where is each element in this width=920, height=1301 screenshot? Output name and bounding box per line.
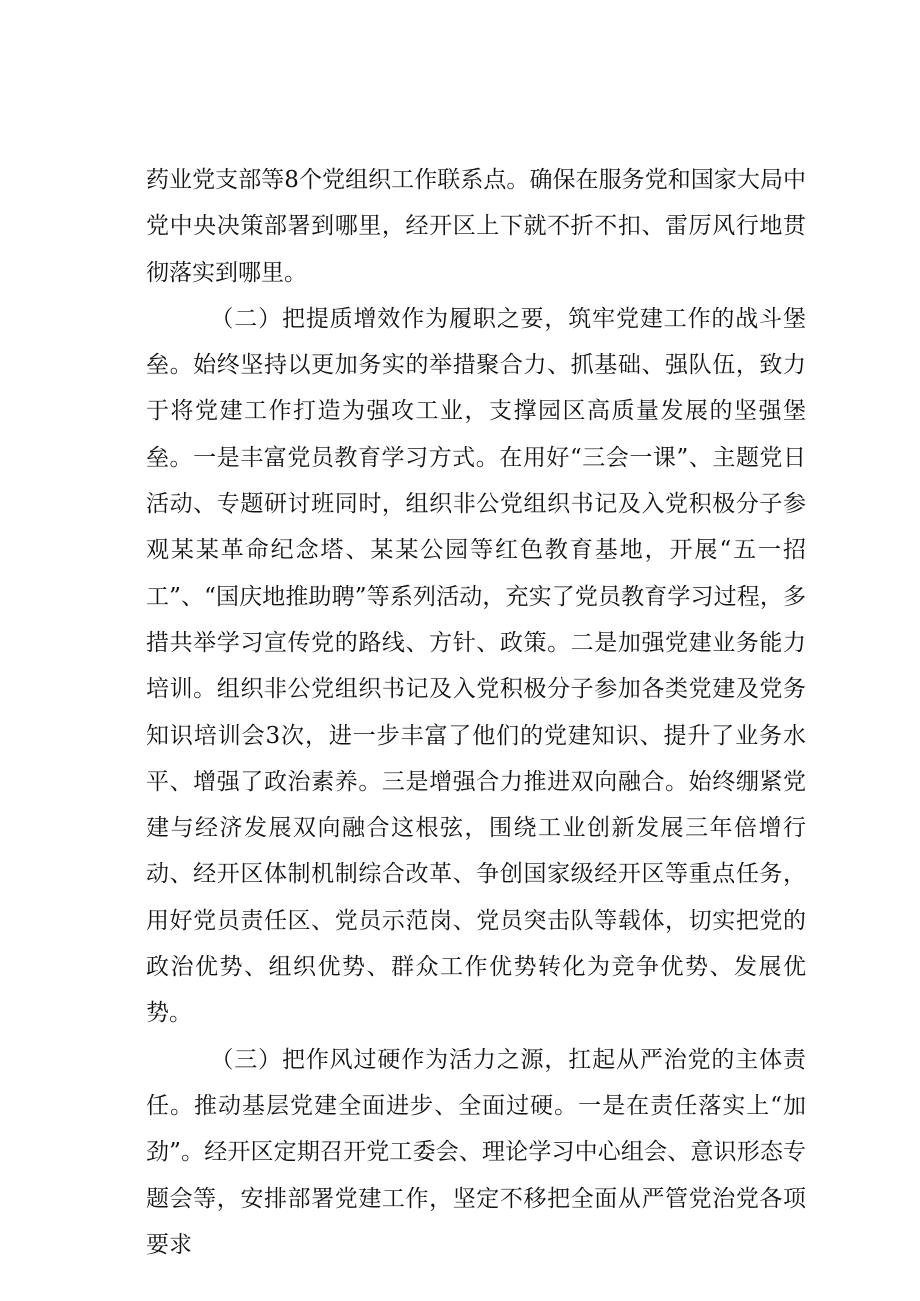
paragraph-continuation: 药业党支部等8个党组织工作联系点。确保在服务党和国家大局中党中央决策部署到哪里，经开区上下就不折不扣、雷厉风行地贯彻落实到哪里。 (146, 167, 806, 286)
paragraph-section-two: （二）把提质增效作为履职之要，筑牢党建工作的战斗堡垒。始终坚持以更加务实的举措聚合力、抓基础、强队伍，致力于将党建工作打造为强攻工业，支撑园区高质量发展的坚强堡垒。一是丰富党员教育学习方式。在用好“三会一课”、主题党日活动、专题研讨班同时，组织非公党组织书记及入党积极分子参观某某革命纪念塔、某某公园等红色教育基地，开展“五一招工”、“国庆地推助聘”等系列活动，充实了党员教育学习过程，多措共举学习宣传党的路线、方针、政策。二是加强党建业务能力培训。组织非公党组织书记及入党积极分子参加各类党建及党务知识培训会3次，进一步丰富了他们的党建知识、提升了业务水平、增强了政治素养。三是增强合力推进双向融合。始终绷紧党建与经济发展双向融合这根弦，围绕工业创新发展三年倍增行动、经开区体制机制综合改革、争创国家级经开区等重点任务，用好党员责任区、党员示范岗、党员突击队等载体，切实把党的政治优势、组织优势、群众工作优势转化为竞争优势、发展优势。 (146, 305, 806, 1027)
paragraph-section-three: （三）把作风过硬作为活力之源，扛起从严治党的主体责任。推动基层党建全面进步、全面过硬。一是在责任落实上“加劲”。经开区定期召开党工委会、理论学习中心组会、意识形态专题会等，安排部署党建工作，坚定不移把全面从严管党治党各项要求 (146, 1046, 806, 1258)
document-body (146, 157, 806, 1268)
